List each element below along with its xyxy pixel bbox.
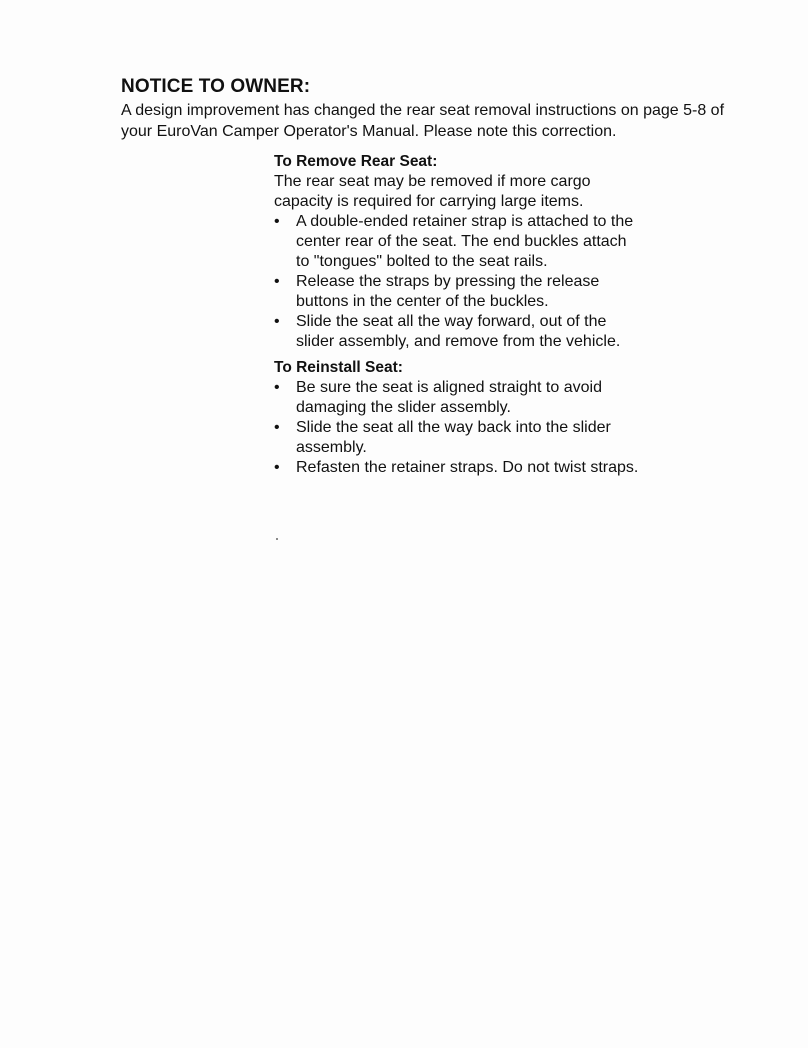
list-item <box>274 418 674 458</box>
scan-speck <box>276 538 278 540</box>
list-item <box>274 312 674 352</box>
list-item-line: assembly. <box>296 439 367 456</box>
list-item-line: Slide the seat all the way back into the slider <box>296 419 611 436</box>
list-item-line: damaging the slider assembly. <box>296 399 511 416</box>
list-item-line: buttons in the center of the buckles. <box>296 293 549 310</box>
list-item-line: Slide the seat all the way forward, out of the <box>296 313 607 330</box>
remove-seat-intro <box>274 172 674 212</box>
list-item-line: Be sure the seat is aligned straight to avoid <box>296 379 602 396</box>
bullet-symbol: • <box>274 273 280 290</box>
list-item-line: Release the straps by pressing the release <box>296 273 600 290</box>
bullet-symbol: • <box>274 419 280 436</box>
bullet-symbol: • <box>274 379 280 396</box>
list-item-line: to "tongues" bolted to the seat rails. <box>296 253 548 270</box>
intro-line: The rear seat may be removed if more cargo <box>274 173 591 190</box>
list-item <box>274 458 674 478</box>
bullet-symbol: • <box>274 213 280 230</box>
list-item <box>274 212 674 272</box>
remove-seat-section <box>274 152 674 352</box>
notice-body <box>121 100 761 142</box>
list-item-line: Refasten the retainer straps. Do not twist straps. <box>296 459 639 476</box>
notice-body-line: A design improvement has changed the rear seat removal instructions on page 5-8 of <box>121 102 725 119</box>
remove-seat-heading: To Remove Rear Seat: <box>274 153 438 170</box>
list-item-line: center rear of the seat. The end buckles attach <box>296 233 627 250</box>
list-item-line: A double-ended retainer strap is attached to the <box>296 213 634 230</box>
notice-title: NOTICE TO OWNER: <box>121 76 311 97</box>
list-item-line: slider assembly, and remove from the vehicle. <box>296 333 621 350</box>
bullet-symbol: • <box>274 459 280 476</box>
intro-line: capacity is required for carrying large items. <box>274 193 584 210</box>
bullet-symbol: • <box>274 313 280 330</box>
notice-block <box>121 76 761 142</box>
list-item <box>274 272 674 312</box>
notice-body-line: your EuroVan Camper Operator's Manual. Please note this correction. <box>121 123 617 140</box>
list-item <box>274 378 674 418</box>
reinstall-steps-list <box>274 378 674 478</box>
reinstall-seat-section <box>274 358 674 478</box>
reinstall-seat-heading: To Reinstall Seat: <box>274 359 403 376</box>
remove-steps-list <box>274 212 674 352</box>
